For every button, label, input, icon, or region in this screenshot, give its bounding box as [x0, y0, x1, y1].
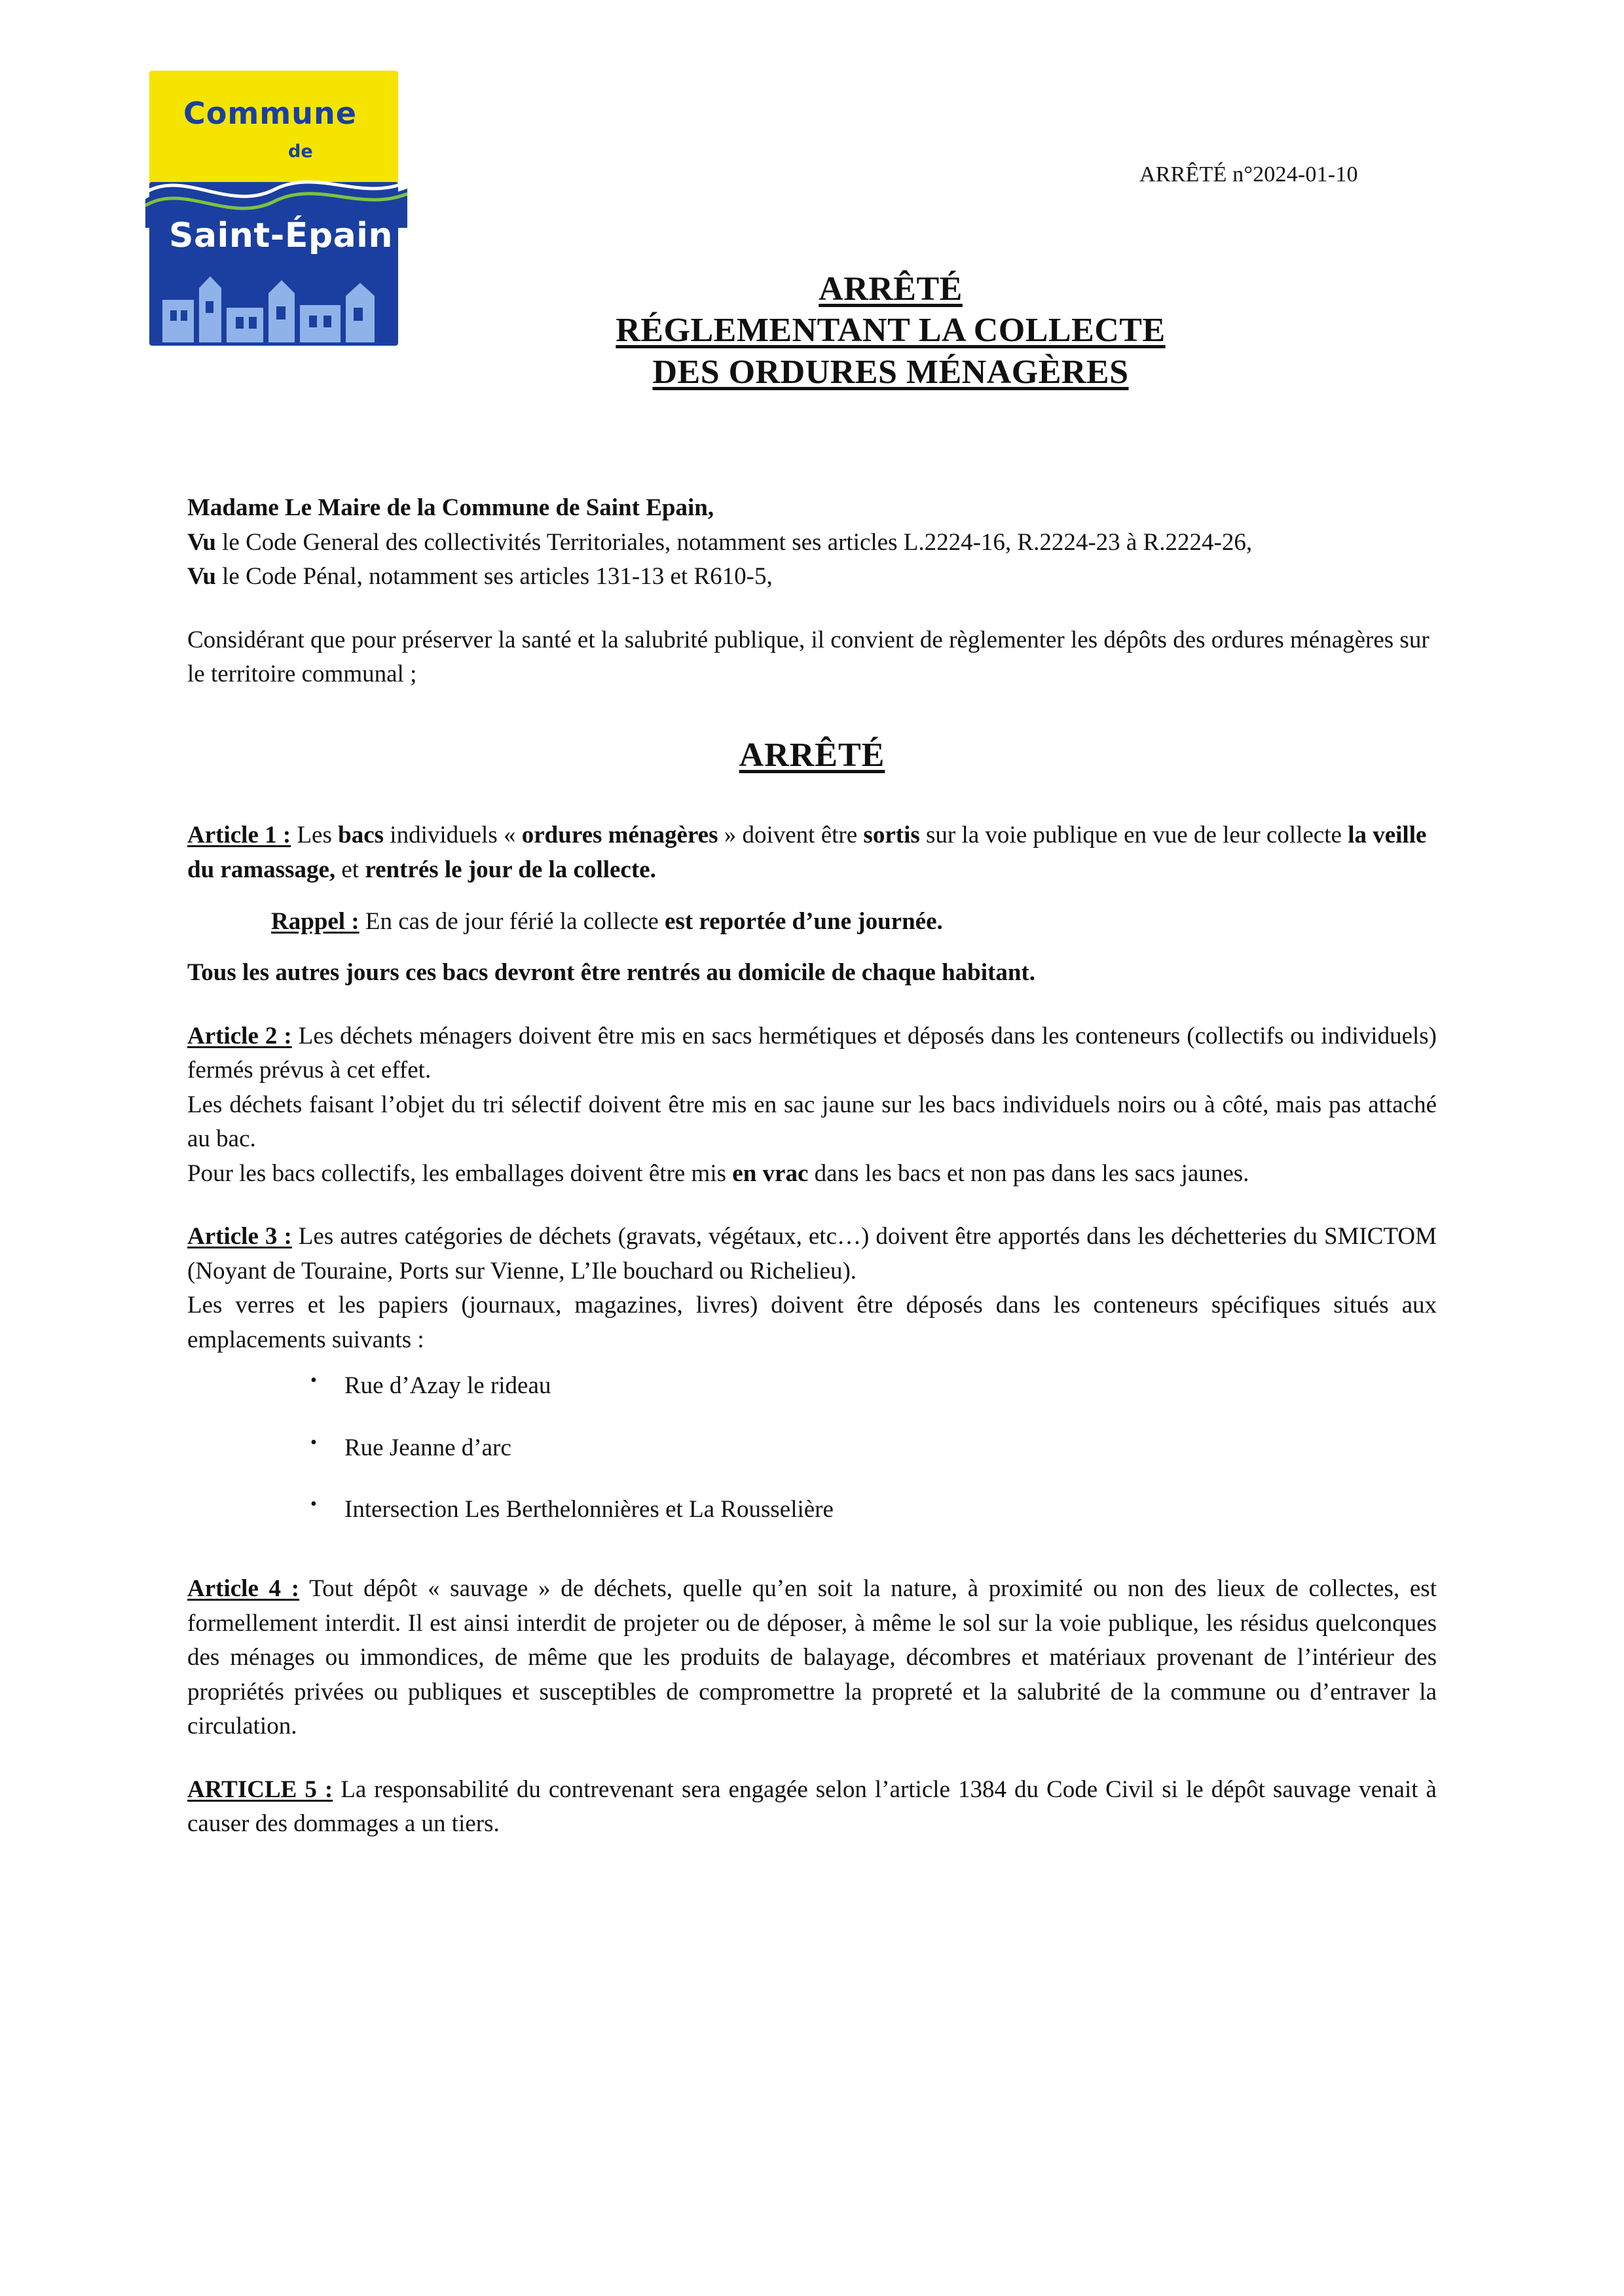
- commune-logo: [149, 71, 398, 346]
- mayor-line: Madame Le Maire de la Commune de Saint Epain,: [187, 494, 714, 521]
- logo-commune-text: Commune: [183, 96, 357, 131]
- vu-text-1: le Code General des collectivités Territoriales, notamment ses articles L.2224-16, R.2224-23 à R.2224-26,: [215, 528, 1253, 556]
- document-body: [187, 491, 1437, 1842]
- article-2-p1: [187, 1019, 1437, 1088]
- article-2-text-1: Les déchets ménagers doivent être mis en sacs hermétiques et déposés dans les conteneurs (collectifs ou individuels) fermés prévus à cet effet.: [187, 1022, 1437, 1084]
- document-title: [406, 268, 1375, 393]
- article-2-text-3a: Pour les bacs collectifs, les emballages doivent être mis: [187, 1159, 733, 1187]
- title-line-2: RÉGLEMENTANT LA COLLECTE: [616, 312, 1166, 350]
- article-1-label: Article 1 :: [187, 822, 291, 849]
- article-4: [187, 1572, 1437, 1744]
- title-line-1: ARRÊTÉ: [819, 270, 963, 308]
- rappel-label: Rappel :: [271, 907, 360, 935]
- article-2-text-3c: dans les bacs et non pas dans les sacs jaunes.: [808, 1159, 1249, 1187]
- logo-name-text: Saint-Épain: [169, 216, 394, 255]
- article-1-b5: rentrés le jour de la collecte.: [365, 856, 656, 884]
- article-3-p2: Les verres et les papiers (journaux, magazines, livres) doivent être déposés dans les conteneurs spécifiques situés aux emplacements suivants :: [187, 1292, 1437, 1353]
- list-item: • Rue d’Azay le rideau: [344, 1369, 1437, 1404]
- rappel-bold: est reportée d’une journée.: [665, 907, 943, 935]
- article-5-text: La responsabilité du contrevenant sera engagée selon l’article 1384 du Code Civil si le dépôt sauvage venait à causer des dommages a un tiers.: [187, 1776, 1437, 1838]
- article-2-p3: [187, 1157, 1437, 1192]
- article-3-p1: [187, 1220, 1437, 1288]
- article-3-label: Article 3 :: [187, 1223, 292, 1250]
- rappel-text: En cas de jour férié la collecte: [359, 907, 665, 935]
- article-1-b4: la veille du ramassage,: [187, 822, 1427, 884]
- arrete-reference: ARRÊTÉ n°2024-01-10: [1139, 162, 1358, 187]
- article-4-label: Article 4 :: [187, 1575, 300, 1602]
- list-item: • Rue Jeanne d’arc: [344, 1431, 1437, 1466]
- article-1-b1: bacs: [338, 822, 384, 849]
- decision-heading: ARRÊTÉ: [739, 736, 885, 774]
- rappel-line: [271, 905, 1437, 939]
- all-other-days-line: Tous les autres jours ces bacs devront être rentrés au domicile de chaque habitant.: [187, 959, 1035, 987]
- vu-line-2: [187, 560, 1437, 594]
- article-1: [187, 818, 1437, 887]
- vu-line-1: [187, 526, 1437, 560]
- article-1-t4: sur la voie publique en vue de leur collecte: [919, 822, 1348, 849]
- article-1-t5: et: [335, 856, 365, 884]
- article-5: [187, 1773, 1437, 1842]
- article-1-b3: sortis: [863, 822, 920, 849]
- article-3-text-1: Les autres catégories de déchets (gravats, végétaux, etc…) doivent être apportés dans les déchetteries du SMICTOM (Noyant de Touraine, Ports sur Vienne, L’Ile bouchard ou Richelieu).: [187, 1223, 1437, 1285]
- logo-skyline-icon: [156, 274, 392, 342]
- list-item: • Intersection Les Berthelonnières et La Rousselière: [344, 1493, 1437, 1527]
- article-2-label: Article 2 :: [187, 1022, 292, 1049]
- article-1-t3: » doivent être: [718, 822, 864, 849]
- vu-text-2: le Code Pénal, notamment ses articles 131-13 et R610-5,: [215, 563, 773, 591]
- article-1-t1: Les: [291, 822, 339, 849]
- vu-label-2: Vu: [187, 563, 216, 591]
- title-line-3: DES ORDURES MÉNAGÈRES: [652, 353, 1129, 391]
- article-5-label: ARTICLE 5 :: [187, 1776, 333, 1803]
- article-1-b2: ordures ménagères: [521, 822, 718, 849]
- logo-de-text: de: [288, 141, 313, 162]
- article-4-text: Tout dépôt « sauvage » de déchets, quelle qu’en soit la nature, à proximité ou non des lieux de collectes, est formellement interdit. Il est ainsi interdit de projeter ou de déposer, à même le sol sur la voie publique, les résidus quelconques des ménages ou immondices, de même que les produits de balayage, décombres et matériaux provenant de l’intérieur des propriétés privées ou publiques et susceptibles de compromettre la propreté et la salubrité de la commune ou d’entraver la circulation.: [187, 1575, 1437, 1740]
- article-1-t2: individuels «: [384, 822, 522, 849]
- article-2-p2: Les déchets faisant l’objet du tri sélectif doivent être mis en sac jaune sur les bacs individuels noirs ou à côté, mais pas attaché au bac.: [187, 1091, 1437, 1153]
- vu-label-1: Vu: [187, 528, 216, 556]
- considerant-paragraph: Considérant que pour préserver la santé et la salubrité publique, il convient de règlementer les dépôts des ordures ménagères sur le territoire communal ;: [187, 626, 1430, 688]
- article-2-bold-vrac: en vrac: [732, 1159, 809, 1187]
- container-locations-list: [187, 1369, 1437, 1527]
